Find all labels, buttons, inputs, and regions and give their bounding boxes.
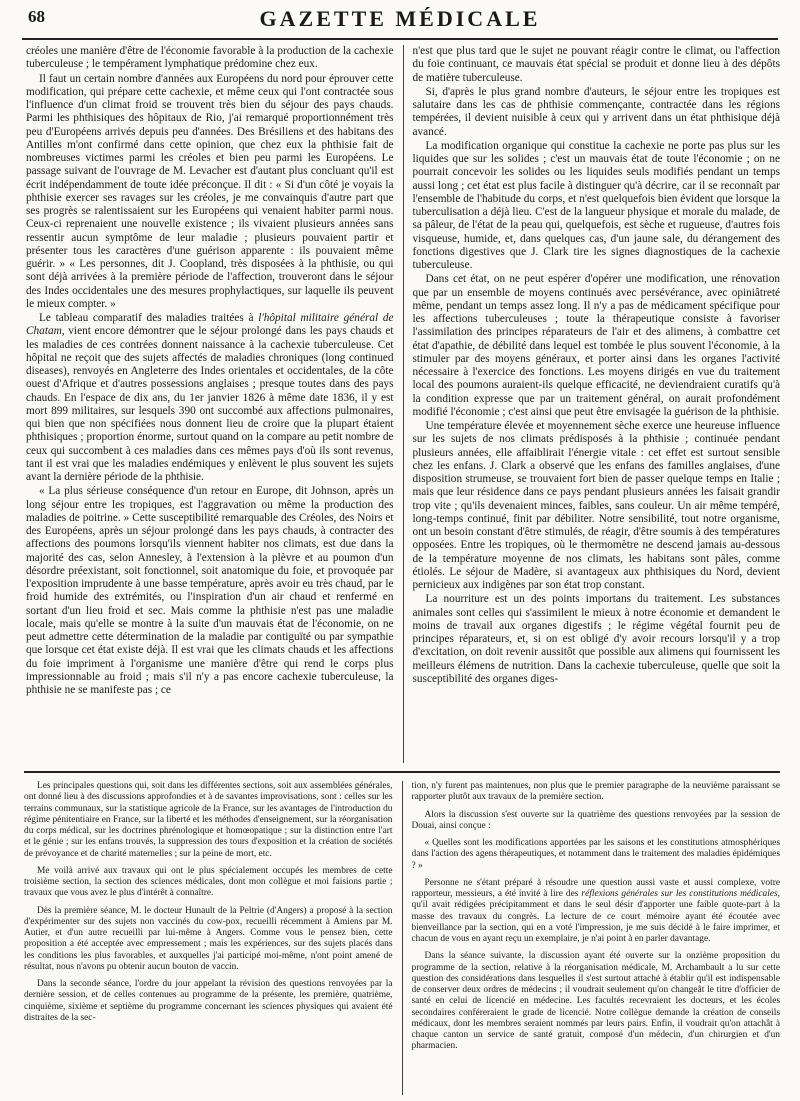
paragraph: Alors la discussion s'est ouverte sur la quatrième des questions renvoyées par la session de Douai, ainsi conçue : [411, 809, 780, 831]
paragraph [26, 312, 394, 484]
journal-title: GAZETTE MÉDICALE [259, 6, 541, 31]
feuilleton-left-column [24, 781, 393, 1095]
paragraph: Dans cet état, on ne peut espérer d'opérer une modification, une rénovation que par un ensemble de moyens continués avec persévérance, avec opiniâtreté même, pendant un temps assez long. Il n'y a pas de médicament spécifique pour les affections tuberculeuses ; toute la thérapeutique consiste à favoriser l'assimilation des principes réparateurs de l'air et des alimens, à combattre cet état d'apathie, de débilité dans lequel est tombée le plus souvent l'économie, à la stimuler par des moyens généraux, et porter ainsi dans les organes l'activité nécessaire à l'exercice des fonctions. Les moyens dirigés en vue du traitement local des poumons auraient-ils quelque efficacité, ne deviendraient curatifs qu'à la condition expresse que par un traitement général, on aurait profondément modifié l'économie ; c'est ainsi que peut être envisagée la guérison de la phthisie. [412, 273, 780, 418]
paragraph: tion, n'y furent pas maintenues, non plus que le premier paragraphe de la neuvième paraissant se rapporter plutôt aux travaux de la première section. [411, 781, 780, 803]
column-divider [402, 781, 403, 1095]
feuilleton-right-column [412, 781, 781, 1095]
paragraph: Il faut un certain nombre d'années aux Européens du nord pour éprouver cette modification, qui prépare cette cachexie, et même ceux qui l'ont contractée sous l'influence d'un climat froid se trouvent très bien du séjour des pays chauds. Parmi les phthisiques des hôpitaux de Rio, j'ai remarqué proportionnément très peu d'Européens arrivés depuis peu d'années. Des Brésiliens et des habitans des Antilles m'ont confirmé dans cette opinion, que chez eux la phthisie fait de nombreuses victimes parmi les créoles et bien peu parmi les Européens. Le passage suivant de l'ouvrage de M. Levacher est d'autant plus concluant qu'il est écrit indépendamment de toute idée préconçue. Il dit : « Si d'un côté je voyais la phthisie exercer ses ravages sur les créoles, je me convainquis d'autre part que ses progrès se ralentissaient sur les Européens qui venaient habiter parmi nous. Ceux-ci reprenaient une nouvelle existence ; ils vivaient plusieurs années sans ressentir aucun symptôme de leur maladie ; plusieurs pouvaient partir et présenter tous les caractères d'une guérison apparente : ils pouvaient même guérir. » « Les personnes, dit J. Coopland, très disposées à la phthisie, ou qui sont déjà arrivées à la première période de l'affection, trouveront dans le séjour des Indes occidentales une des mesures prophylactiques, sur laquelle ils peuvent le mieux compter. » [26, 72, 394, 310]
italic-text: l'hôpital militaire général de Chatam [26, 312, 394, 338]
paragraph: « La plus sérieuse conséquence d'un retour en Europe, dit Johnson, après un long séjour entre les tropiques, est l'aggravation ou même la production des maladies de poitrine. » Cette susceptibilité remarquable des Créoles, des Noirs et des Européens, après un séjour prolongé dans les pays chauds, à contracter des affections des poumons lorsqu'ils viennent habiter nos climats, est due dans la majorité des cas, selon Annesley, à l'extension à la plèvre et au poumon d'un désordre préexistant, soit fonctionnel, soit anatomique du foie, et provoquée par l'exposition imprudente à une basse température, après avoir eu très chaud, par le froid humide des extrémités, ou l'inspiration d'un air chaud et renfermé en sortant d'un lieu froid et sec. Mais comme la phthisie n'est pas une maladie locale, mais qu'elle se montre à la suite d'un mauvais état de l'économie, on ne peut admettre cette détermination de la maladie par contiguïté ou par sympathie que lorsque cet état existe déjà. Il est vrai que les climats chauds et les affections du foie impriment à l'organisme une manière d'être qui rend le corps plus impressionnable au froid ; mais s'il n'y a pas encore cachexie tuberculeuse, la phthisie ne se manifeste pas ; ce [26, 485, 394, 696]
paragraph: La nourriture est un des points importans du traitement. Les substances animales sont celles qui s'assimilent le mieux à notre économie et demandent le moins de travail aux organes digestifs ; le régime végétal fournit peu de principes réparateurs, et, si on est obligé d'y avoir recours lorsqu'il y a trop d'excitation, on doit revenir aussitôt que possible aux alimens qui fournissent les meilleurs élémens de nutrition. Dans la cachexie tuberculeuse, quelle que soit la susceptibilité des organes diges- [412, 593, 780, 685]
paragraph: Les principales questions qui, soit dans les différentes sections, soit aux assemblées générales, ont donné lieu à des discussions approfondies et à de savantes improvisations, sont : celles sur les terrains communaux, sur la statistique agricole de la France, sur les avantages de l'introduction du régime pénitentiaire en France, sur la liberté et les méthodes d'enseignement, sur la réorganisation du corps médical, sur les doctrines phrénologique et homœopatique ; sur la distinction entre l'art et le génie ; sur les enfans trouvés, la suppression des tours d'exposition et la création de sociétés de prévoyance et de charité maternelles ; sur la peine de mort, etc. [24, 781, 393, 859]
feuilleton [24, 771, 780, 1095]
paragraph: Dans la seconde séance, l'ordre du jour appelant la révision des questions renvoyées par la dernière session, et de celles contenues au programme de la présente, les première, quatrième, cinquième, sixième et septième du programme concernant les sciences physiques qui avaient été distraites de la sec- [24, 979, 393, 1023]
paragraph: Dans la séance suivante, la discussion ayant été ouverte sur la onzième proposition du programme de la section, relative à la réorganisation médicale, M. Archambault a lu sur cette question des considérations dans lesquelles il s'est surtout attaché à établir qu'il est indispensable de conserver deux ordres de médecins ; il voudrait seulement qu'on changeât le titre d'officier de santé en celui de licencié en médecine. Les facultés recevraient les docteurs, et les écoles secondaires conféreraient le grade de licencié. Notre collègue demande la création de conseils médicaux, dont les membres seraient nommés par leurs pairs. Enfin, il voudrait qu'on attachât à chaque canton un service de santé gratuit, composé d'un médecin, d'un chirurgien et d'un pharmacien. [411, 951, 780, 1052]
text-run: , qu'il avait rédigées précipitamment et dans le seul désir d'apporter une faible quote-part à la masse des travaux du congrès. La lecture de ce court mémoire ayant été écoutée avec bienveillance par la section, qui en a voté l'impression, je me suis décidé à le faire imprimer, et chacun de vous en ayant reçu un exemplaire, je n'ai point à en parler davantage. [411, 889, 780, 944]
paragraph [412, 878, 781, 946]
text-run: , vient encore démontrer que le séjour prolongé dans les pays chauds et les maladies de ces contrées donnent naissance à la cachexie tuberculeuse. Cet hôpital ne reçoit que des sujets affectés de maladies chroniques (long continued diseases), renvoyés en Angleterre des Indes orientales et occidentales, de la côte ouest d'Afrique et d'autres possessions anglaises ; presque toutes dans des pays chauds. En l'espace de dix ans, du 1er janvier 1826 à même date 1836, il y est mort 899 militaires, sur lesquels 390 ont succombé aux affections pulmonaires, qui bien que non spécifiées nous donnent lieu de croire que la plupart étaient phthisiques ; proportion énorme, surtout quand on la compare au petit nombre de ceux qui succombent à ces maladies dans ces mêmes pays d'où ils sont revenus, tant il est vrai que les maladies endémiques y enlèvent le plus souvent les sujets avant la dernière période de la phthisie. [26, 325, 394, 483]
right-column [413, 45, 781, 763]
page-header [22, 4, 778, 40]
column-divider [403, 45, 404, 763]
left-column [26, 45, 394, 763]
paragraph: La modification organique qui constitue la cachexie ne porte pas plus sur les liquides que sur les solides ; c'est un mauvais état de toute l'économie ; on ne pourrait concevoir les solides ou les liquides seuls modifiés pendant un temps aussi long ; cet état est plus facile à distinguer qu'à décrire, car il se reconnaît par l'ensemble de l'habitude du corps, et n'est quelquefois bien évident que lorsque la tuberculisation a déjà lieu. C'est de la langueur physique et morale du malade, de sa pâleur, de l'état de la peau qui, quelquefois, est sèche et rugueuse, d'autres fois visqueuse, humide, et, dans quelques cas, d'un jaune sale, du dérangement des fonctions digestives que J. Clark tire les signes diagnostiques de la cachexie tuberculeuse. [412, 139, 780, 271]
text-run: Personne ne s'étant préparé à résoudre une question aussi vaste et aussi complexe, votre rapporteur, messieurs, a été invité à lire des [411, 877, 780, 899]
paragraph: Une température élevée et moyennement sèche exerce une heureuse influence sur les sujets de nos climats prédisposés à la phthisie ; continuée pendant plusieurs années, elle affaiblirait l'énergie vitale : cet effet est surtout sensible chez les enfans. J. Clark a observé que les enfans des familles anglaises, d'une disposition strumeuse, se trouvaient fort bien de passer quelque temps en Italie ; mais que leur résidence dans ce pays pendant plusieurs années les faisait grandir trop vite ; qu'ils devenaient minces, faibles, sans couleur. Un air même tempéré, long-temps continué, finit par débiliter. Notre sensibilité, tout notre organisme, ont un besoin constant d'être stimulés, de réagir, d'être soumis à des températures opposées. Entre les tropiques, où le thermomètre ne descend jamais au-dessous de la température moyenne de nos climats, les habitans sont pâles, comme étiolés. Le séjour de Madère, si avantageux aux phthisiques du Nord, devient pernicieux aux indigènes par son état trop constant. [412, 420, 780, 591]
italic-text: réflexions générales sur les constitutions médicales [581, 889, 778, 899]
paragraph: Dès la première séance, M. le docteur Hunault de la Peltrie (d'Angers) a proposé à la section d'expérimenter sur des sujets non vaccinés du cow-pox, recueilli récemment à Amiens par M. Autier, et d'un autre recueilli par lui-même à Angers. Comme vous le pensez bien, cette proposition a été acceptée avec empressement ; mais les expériences, sur des sujets placés dans les conditions les plus favorables, et auxquelles j'ai participé moi-même, n'ont point amené de résultat, nous n'avons pu obtenir aucun bouton de vaccin. [24, 905, 393, 972]
page-number: 68 [28, 7, 45, 26]
paragraph: « Quelles sont les modifications apportées par les saisons et les constitutions atmosphériques dans l'action des agens thérapeutiques, et notamment dans le traitement des maladies épidémiques ? » [411, 838, 780, 871]
paragraph: n'est que plus tard que le sujet ne pouvant réagir contre le climat, ou l'affection du foie continuant, ce mauvais état spécial se produit et donne lieu à des dépôts de matière tuberculeuse. [412, 45, 780, 84]
paragraph: Me voilà arrivé aux travaux qui ont le plus spécialement occupés les membres de cette troisième section, la section des sciences médicales, dont mon collègue et moi faisions partie ; travaux que vous avez le plus d'intérêt à connaître. [24, 865, 393, 899]
paragraph: Si, d'après le plus grand nombre d'auteurs, le séjour entre les tropiques est salutaire dans les cas de phthisie commençante, contractée dans les régions tempérées, il devient nuisible à ceux qui y arrivent dans un état phthisique déjà avancé. [412, 85, 780, 138]
main-article [26, 45, 780, 763]
paragraph: créoles une manière d'être de l'économie favorable à la production de la cachexie tuberculeuse ; le tempérament lymphatique prédomine chez eux. [26, 45, 394, 71]
text-run: Le tableau comparatif des maladies traitées à [39, 312, 259, 324]
